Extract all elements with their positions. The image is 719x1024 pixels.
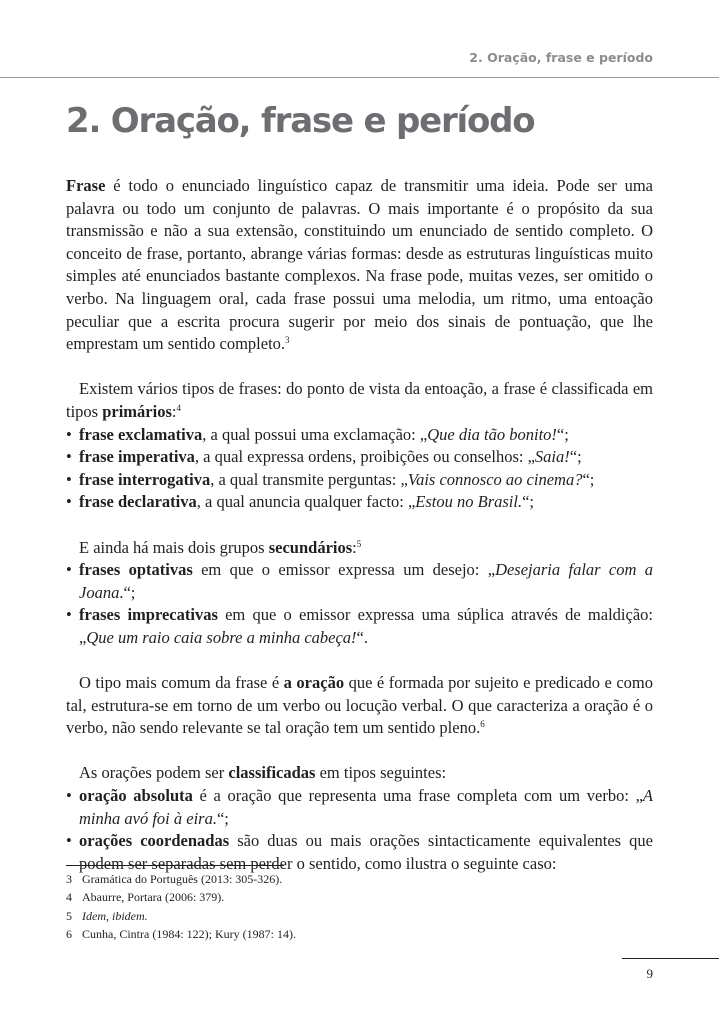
paragraph-text: é todo o enunciado linguístico capaz de transmitir uma ideia. Pode ser uma palavra ou todo um conjunto de palavras. O mais importante é o propósito da sua transmissão e não a sua extensão, constituindo um enunciado de sentido completo. O conceito de frase, portanto, abrange várias formas: desde as estruturas linguísticas muito simples até enunciados bastante complexos. Na frase pode, muitas vezes, ser omitido o verbo. Na linguagem oral, cada frase possui uma melodia, um ritmo, uma entoação peculiar que a escrita procura sugerir por meio dos sinais de pontuação, que lhe emprestam um sentido completo. <box>66 176 653 354</box>
list-term: frase exclamativa <box>79 424 203 444</box>
paragraph-text: As orações podem ser <box>79 763 229 783</box>
punctuation: : <box>352 537 357 557</box>
list-item <box>66 785 653 830</box>
list-term: frase imperativa <box>79 447 195 467</box>
primary-types-list <box>66 424 653 514</box>
list-text: são duas ou mais orações sintacticamente equivalentes que podem ser separadas sem perder o sentido, como ilustra o seguinte caso: <box>79 831 653 873</box>
paragraph-frase-definition <box>66 175 653 356</box>
page-number: 9 <box>646 966 653 981</box>
footnote <box>66 888 653 906</box>
footnote-number: 4 <box>66 890 72 905</box>
list-tail: “; <box>522 492 535 512</box>
bullet: • <box>66 831 72 851</box>
list-term: oração absoluta <box>79 786 193 806</box>
footnote <box>66 907 653 925</box>
header-rule <box>0 77 719 78</box>
bullet: • <box>66 492 72 512</box>
footnote-ref: 5 <box>356 538 362 549</box>
paragraph-text: O tipo mais comum da frase é <box>79 673 284 693</box>
list-item <box>66 604 653 649</box>
paragraph-text: que é formada por sujeito e predicado e como tal, estrutura-se em torno de um verbo ou locução verbal. O que caracteriza a oração é o verbo, não sendo relevante se tal oração tem um sentido pleno. <box>66 673 654 738</box>
bullet: • <box>66 447 72 467</box>
list-item <box>66 491 653 514</box>
paragraph-text: em tipos seguintes: <box>315 763 447 783</box>
bullet: • <box>66 469 72 489</box>
list-text: em que o emissor expressa uma súplica através de maldição: „ <box>79 605 653 647</box>
footnote-number: 3 <box>66 872 72 886</box>
list-example: Que dia tão bonito! <box>427 424 557 444</box>
paragraph-text: E ainda há mais dois grupos <box>79 537 269 557</box>
footnote-number: 6 <box>66 927 72 942</box>
paragraph-classificadas <box>66 762 653 785</box>
term-primarios: primários <box>102 401 172 421</box>
list-example: Saia! <box>534 447 570 467</box>
list-term: orações coordenadas <box>79 831 230 851</box>
body-text <box>66 175 653 875</box>
list-term: frase interrogativa <box>79 469 211 489</box>
bullet: • <box>66 605 72 625</box>
punctuation: : <box>171 401 177 421</box>
list-text: , a qual transmite perguntas: „ <box>210 469 408 489</box>
term-frase: Frase <box>66 176 106 195</box>
list-example: A minha avó foi à eira. <box>79 786 653 828</box>
footnote-text: Cunha, Cintra (1984: 122); Kury (1987: 14). <box>82 927 296 942</box>
list-tail: “; <box>216 808 229 828</box>
footnote-text: Abaurre, Portara (2006: 379). <box>82 890 225 905</box>
running-head: 2. Oração, frase e período <box>469 50 653 65</box>
list-term: frase declarativa <box>79 492 197 512</box>
list-item <box>66 830 653 875</box>
list-text: , a qual anuncia qualquer facto: „ <box>196 492 416 512</box>
paragraph-oracao <box>66 672 653 740</box>
list-example: Estou no Brasil. <box>415 492 523 512</box>
list-item <box>66 469 653 492</box>
footnote-ref: 6 <box>480 719 485 730</box>
list-tail: “; <box>582 469 595 489</box>
footnote-text: Idem, ibidem. <box>82 908 148 923</box>
list-text: é a oração que representa uma frase completa com um verbo: „ <box>192 786 643 806</box>
list-example: Desejaria falar com a Joana <box>79 560 654 602</box>
secondary-types-list <box>66 559 653 649</box>
term-classificadas: classificadas <box>228 763 316 783</box>
footnote-rule <box>66 865 284 866</box>
list-text: em que o emissor expressa um desejo: „ <box>192 560 496 580</box>
list-item <box>66 446 653 469</box>
list-example: Vais connosco ao cinema? <box>407 469 583 489</box>
list-text: , a qual expressa ordens, proibições ou conselhos: „ <box>194 447 535 467</box>
bullet: • <box>66 560 72 580</box>
page-number-rule <box>622 958 719 959</box>
footnote-number: 5 <box>66 908 72 923</box>
paragraph-types-intro <box>66 378 653 423</box>
list-example: Que um raio caia sobre a minha cabeça! <box>86 627 357 647</box>
chapter-title: 2. Oração, frase e período <box>66 101 535 141</box>
footnote-ref: 3 <box>285 335 290 346</box>
list-tail: “. <box>356 627 368 647</box>
footnote-text: Gramática do Português (2013: 305-326). <box>82 872 283 886</box>
bullet: • <box>66 424 72 444</box>
list-term: frases imprecativas <box>79 605 218 625</box>
footnotes <box>66 870 653 944</box>
list-text: , a qual possui uma exclamação: „ <box>202 424 428 444</box>
footnote-ref: 4 <box>176 402 181 413</box>
clause-types-list <box>66 785 653 875</box>
term-a-oracao: a oração <box>283 673 345 693</box>
footnote <box>66 870 653 888</box>
paragraph-secondary-intro <box>66 537 653 560</box>
list-tail: “; <box>556 424 569 444</box>
list-item <box>66 424 653 447</box>
list-tail: “; <box>569 447 582 467</box>
term-secundarios: secundários <box>268 537 353 557</box>
list-tail: .“; <box>119 582 136 602</box>
list-term: frases optativas <box>79 560 193 580</box>
paragraph-text: Existem vários tipos de frases: do ponto de vista da entoação, a frase é classificada em tipos <box>66 379 653 421</box>
list-item <box>66 559 653 604</box>
footnote <box>66 925 653 943</box>
bullet: • <box>66 786 72 806</box>
